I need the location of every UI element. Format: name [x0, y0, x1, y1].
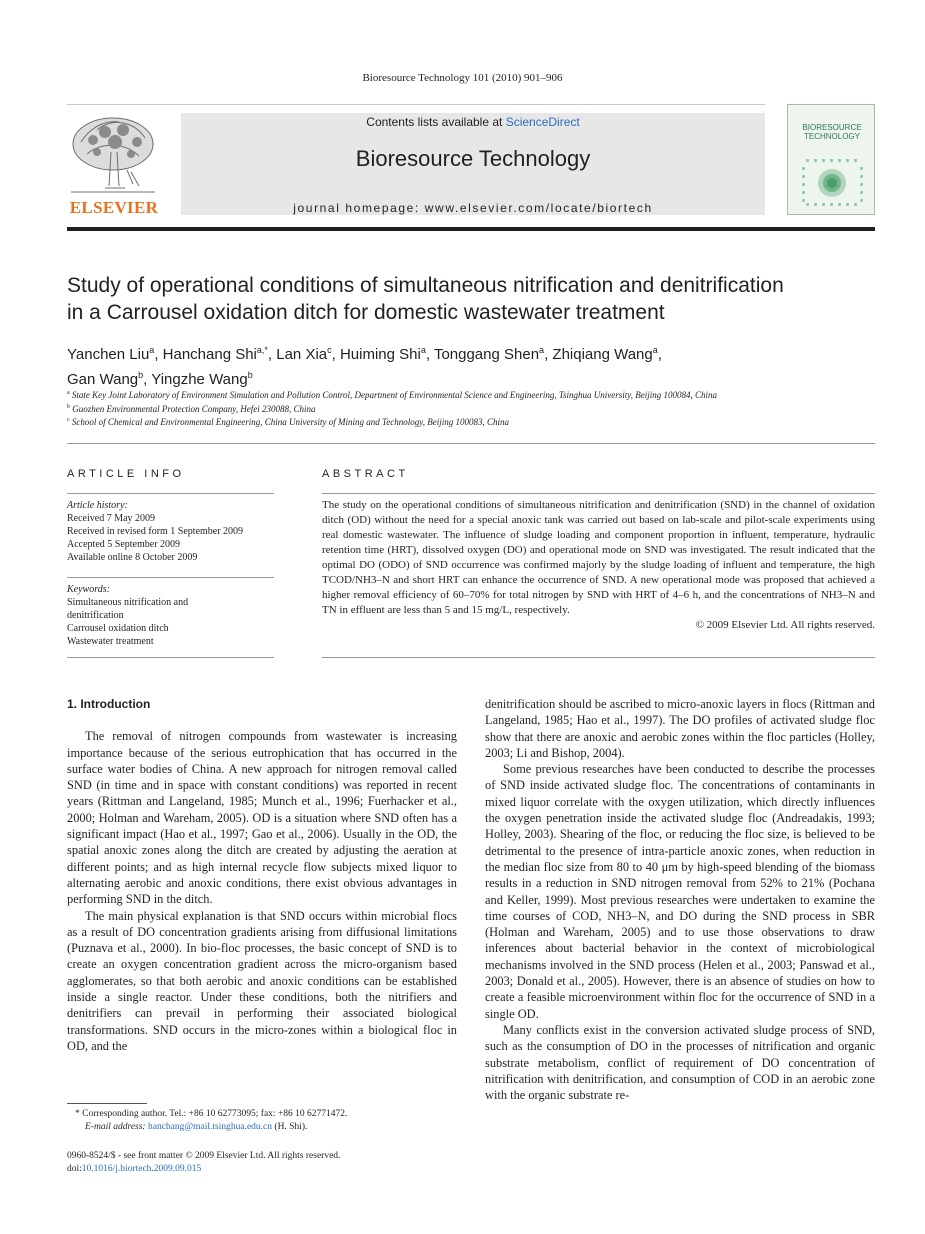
author-affiliation-mark: b [138, 370, 144, 380]
footnote-rule [67, 1103, 147, 1104]
article-info-rule [67, 493, 274, 494]
author-affiliation-mark[interactable]: a,* [256, 345, 268, 355]
history-item: Received in revised form 1 September 2009 [67, 526, 244, 537]
doi-prefix: doi: [67, 1164, 82, 1174]
affiliation-mark: c [67, 417, 70, 423]
affiliation [67, 390, 875, 400]
author: Yanchen Liu [67, 346, 150, 363]
doi-link[interactable]: 10.1016/j.biortech.2009.09.015 [81, 1164, 202, 1174]
author: Hanchang Shi [162, 346, 257, 363]
abstract-rule [322, 493, 875, 494]
article-title [67, 272, 875, 326]
body-paragraph: The removal of nitrogen compounds from wastewater is increasing importance because of the serious eutrophication that has occurred in the surface water bodies of China. A new approach for nitrogen removal called SND (in time and in space with constant conditions) was reported in recent years (Rittman and Langeland, 1985; Munch et al., 1996; Fuerhacker et al., 2000; Holman and Wareham, 2005). OD is a situation where SND often has a significant impact (Hao et al., 1997; Gao et al., 2006). Usually in the OD, the spatial anoxic zones along the ditch are created by adjusting the aeration at different points; and as high internal recycle flow subjects mixed liquor to alternating aerobic and anoxic conditions, there exist obvious advantages in performing SND in the ditch. [67, 729, 457, 907]
body-paragraph: Some previous researches have been conducted to describe the processes of SND inside activated sludge floc. The concentrations of contaminants in mixed liquor correlate with the oxygen utilization, which directly influences the oxygen penetration inside the activated sludge floc (Andreadakis, 1993; Holley, 2003). Shearing of the floc, or reducing the floc size, is believed to be detrimental to the presence of intra-particle anoxic zones, when reduction in the median floc size from 80 to 40 μm by high-speed blending of the biomass results in a reduction in SND nitrogen removal from 52% to 21% (Pochana and Keller, 1999). Most previous researches were undertaken to examine the time courses of COD, NH3–N, and DO during the SND process in SBR (Holman and Wareham, 2005) and to use those observations to draw inferences about bacterial behavior in the context of microbiological mechanisms involved in the SND process (Helen et al., 2003; Panswad et al., 2003; Donald et al., 2005). However, there is an absence of studies on how to create a feasible microenvironment within floc for the occurrence of SND in a single OD. [485, 762, 875, 1021]
abstract-text: The study on the operational conditions of simultaneous nitrification and denitrification (SND) in the channel of oxidation ditch (OD) without the need for a special anoxic tank was carried out based on lab-scale and pilot-scale experiments using real domestic wastewater. The influence of sludge loading and component proportion in influent, temperature, hydraulic retention time (HRT), dissolved oxygen (DO) and operational mode on SND was investigated. The result indicated that the optimal DO (ODO) of SND occurrence was confirmed majorly by the sludge loading of influent and temperature, the high TCOD/NH3–N and short HRT can enhance the occurrence of SND. A new operational mode was proposed that achieved a higher removal efficiency of 60–70% for total nitrogen by SND with HRT of 4–6 h, and the concentrations of NH3–N and TN in effluent are less than 5 and 15 mg/L, respectively. [322, 499, 875, 616]
affiliation-mark: b [67, 404, 70, 410]
affiliation-mark: a [67, 390, 70, 396]
body-left-column [67, 696, 457, 1054]
elsevier-wordmark: ELSEVIER [69, 198, 159, 217]
keyword: denitrification [67, 610, 124, 621]
author-affiliation-mark: a [539, 345, 545, 355]
affiliation [67, 417, 875, 427]
history-item: Available online 8 October 2009 [67, 552, 198, 563]
contents-prefix: Contents lists available at [366, 115, 506, 129]
abstract-bottom-rule [322, 657, 875, 658]
header-thick-rule [67, 227, 875, 231]
body-paragraph: Many conflicts exist in the conversion activated sludge process of SND, such as the consumption of DO in the processes of nitrification and organic substrate metabolism, conflict of requirement of DO concentration of nitrification with denitrification, and consumption of COD in an aerobic zone with the organic substrate re- [485, 1022, 875, 1103]
section-heading: 1. Introduction [67, 697, 151, 711]
author-affiliation-mark: a [652, 345, 658, 355]
journal-homepage[interactable]: journal homepage: www.elsevier.com/locate/biortech [293, 201, 653, 215]
article-info-heading: ARTICLE INFO [67, 468, 185, 480]
body-paragraph: denitrification should be ascribed to micro-anoxic layers in flocs (Rittman and Langeland, 1985; Hao et al., 1997). The DO profiles of activated sludge floc show that there are anoxic and aerobic zones within the floc particles (Holley, 2003; Li and Bishop, 2004). [485, 697, 875, 760]
history-label: Article history: [67, 500, 128, 511]
copyright: © 2009 Elsevier Ltd. All rights reserved. [695, 619, 875, 631]
email-suffix: (H. Shi). [272, 1122, 308, 1132]
contents-line [181, 115, 765, 129]
article-history [67, 499, 274, 564]
title-line-1: Study of operational conditions of simultaneous nitrification and denitrification [67, 274, 784, 297]
author: Lan Xia [276, 346, 328, 363]
journal-name: Bioresource Technology [355, 146, 591, 171]
title-line-2: in a Carrousel oxidation ditch for domestic wastewater treatment [67, 301, 665, 324]
sciencedirect-link[interactable]: ScienceDirect [505, 115, 580, 129]
body-right-column [485, 696, 875, 1103]
front-matter [67, 1150, 517, 1176]
author-affiliation-mark: a [149, 345, 155, 355]
history-item: Received 7 May 2009 [67, 513, 156, 524]
cover-title: BIORESOURCE TECHNOLOGY [802, 123, 862, 141]
author: Zhiqiang Wang [552, 346, 653, 363]
affiliation-text: Guozhen Environmental Protection Company, Hefei 230088, China [72, 404, 316, 414]
keyword: Wastewater treatment [67, 636, 154, 647]
affiliation-rule [67, 443, 875, 444]
keywords [67, 583, 274, 648]
journal-citation: Bioresource Technology 101 (2010) 901–906 [362, 72, 563, 84]
header-rule [67, 104, 765, 105]
affiliation-text: State Key Joint Laboratory of Environment Simulation and Pollution Control, Department of Environmental Science and Engineering, Tsinghua University, Beijing 100084, China [71, 390, 718, 400]
email-label: E-mail address: [85, 1122, 148, 1132]
author-affiliation-mark: b [247, 370, 253, 380]
affiliation-text: School of Chemical and Environmental Engineering, China University of Mining and Technology, Beijing 100083, China [71, 417, 509, 427]
email-link[interactable]: hanchang@mail.tsinghua.edu.cn [147, 1122, 273, 1132]
author: Huiming Shi [339, 346, 421, 363]
keywords-label: Keywords: [67, 584, 110, 595]
affiliation [67, 404, 875, 414]
corresponding-footnote [75, 1108, 475, 1134]
author: Gan Wang [67, 371, 139, 388]
keywords-bottom-rule [67, 657, 274, 658]
author-affiliation-mark: a [420, 345, 426, 355]
corresponding-author: * Corresponding author. Tel.: +86 10 62773095; fax: +86 10 62771472. [75, 1109, 348, 1119]
authors-line-2: Gan Wang$^b$, Yingzhe Wang$^b$ [67, 370, 253, 388]
history-item: Accepted 5 September 2009 [67, 539, 181, 550]
abstract-heading: ABSTRACT [322, 468, 409, 480]
body-paragraph: The main physical explanation is that SND occurs within microbial flocs as a result of DO concentration gradients arising from diffusional limitations (Puznava et al., 2000). In bio-floc processes, the basic concept of SND is to create an oxygen concentration gradient across the micro-organism based agglomerates, so that both aerobic and anoxic conditions can be established inside a single reactor. Under these conditions, both the nitrifiers and denitrifiers can prevail in performing their associated biological transformations. SND occurs in the micro-zones within a biological floc in OD, and the [67, 908, 457, 1053]
keywords-rule [67, 577, 274, 578]
author: Yingzhe Wang [151, 371, 248, 388]
author-affiliation-mark: c [327, 345, 332, 355]
keyword: Simultaneous nitrification and [67, 597, 189, 608]
abstract [322, 498, 875, 633]
author-list [67, 340, 875, 390]
issn-line: 0960-8524/$ - see front matter © 2009 Elsevier Ltd. All rights reserved. [67, 1151, 341, 1161]
authors-line-1: Yanchen Liu$^a$, Hanchang Shi$^{a,*}$, Lan Xia$^c$, Huiming Shi$^a$, Tonggang Shen$^a$, Zhiqiang Wang$^a$, [67, 345, 662, 363]
keyword: Carrousel oxidation ditch [67, 623, 169, 634]
journal-cover-thumbnail [787, 104, 875, 215]
author: Tonggang Shen [433, 346, 540, 363]
